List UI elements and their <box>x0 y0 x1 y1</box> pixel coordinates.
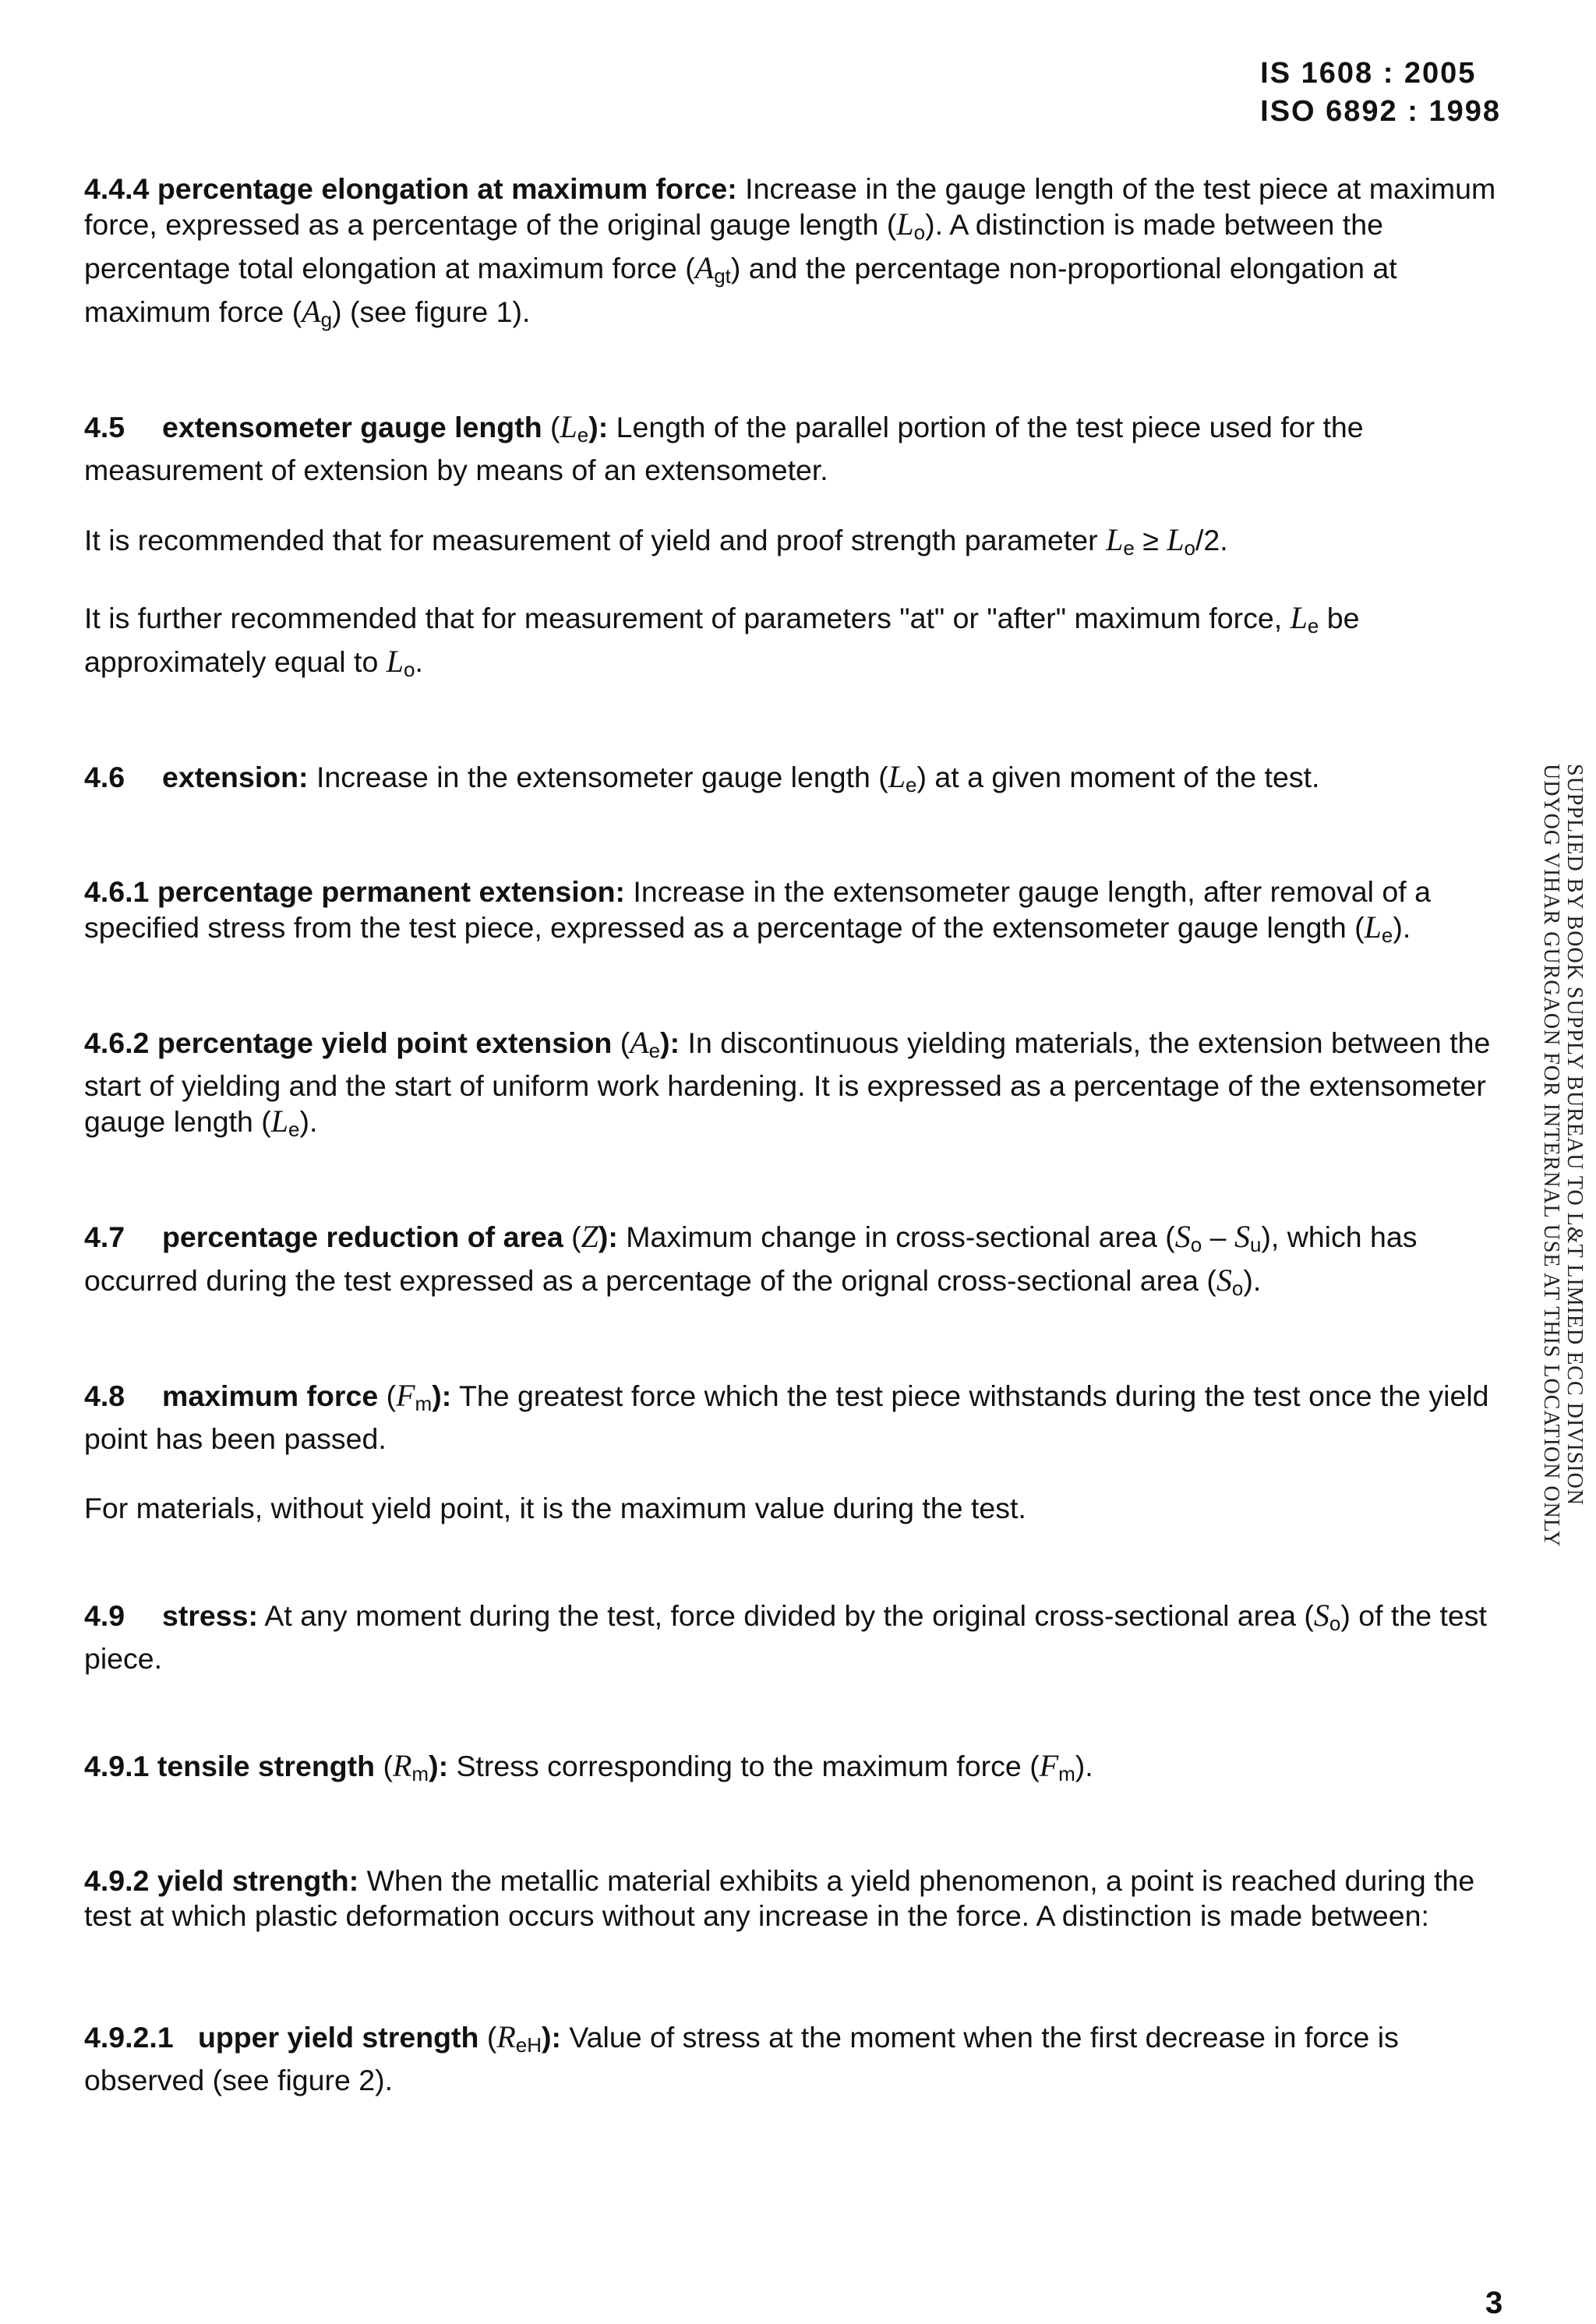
clause-term: stress: <box>162 1599 258 1632</box>
clause-number: 4.9.1 <box>84 1750 150 1782</box>
standard-number-is: IS 1608 : 2005 <box>1260 57 1477 90</box>
clause-text: /2. <box>1195 524 1228 556</box>
symbol-subscript: o <box>1190 1233 1202 1256</box>
document-header <box>1260 55 1501 131</box>
symbol: S <box>1174 1219 1191 1254</box>
symbol: L <box>1290 600 1308 635</box>
symbol: L <box>896 207 914 242</box>
clause-term: percentage yield point extension <box>157 1026 613 1059</box>
clause-number: 4.6.2 <box>84 1026 150 1059</box>
symbol-subscript: u <box>1249 1233 1262 1256</box>
clause-number: 4.9.2 <box>84 1864 150 1897</box>
symbol: S <box>1216 1263 1232 1298</box>
clause-text: Increase in the extensometer gauge length, after removal of a specified stress from the test piece, expressed as a percentage of the extensometer gauge length ( <box>84 875 1431 944</box>
page-number: 3 <box>1485 2286 1503 2320</box>
symbol: R <box>496 2019 516 2054</box>
clause-text: It is recommended that for measurement of yield and proof strength parameter <box>84 524 1107 556</box>
symbol: A <box>694 250 715 285</box>
clause-text: ( <box>542 411 560 443</box>
clause-term-end: ): <box>598 1220 618 1253</box>
symbol-subscript: e <box>906 773 917 796</box>
clause-4-4-4 <box>84 171 1526 337</box>
clause-term: percentage reduction of area <box>162 1220 563 1253</box>
clause-text: ) of the test piece. <box>84 1599 1487 1675</box>
symbol-subscript: e <box>1381 924 1393 947</box>
clause-text: ). <box>1243 1264 1262 1297</box>
clause-text: . <box>415 645 423 678</box>
watermark-line-1: SUPPLIED BY BOOK SUPPLY BUREAU TO L&T LIMIED ECC DIVISION <box>1562 764 1587 1506</box>
clause-4-8 <box>84 1378 1526 1457</box>
clause-text: ) at a given moment of the test. <box>916 761 1320 793</box>
clause-number: 4.7 <box>84 1220 125 1253</box>
symbol: F <box>396 1378 415 1413</box>
clause-term: extensometer gauge length <box>162 411 542 443</box>
clause-text: ). <box>1075 1750 1093 1782</box>
standard-number-iso: ISO 6892 : 1998 <box>1260 95 1501 128</box>
clause-text: Increase in the gauge length of the test piece at maximum force, expressed as a percentage of the original gauge length ( <box>84 172 1496 241</box>
clause-term: percentage permanent extension: <box>157 875 625 908</box>
symbol: L <box>560 409 577 444</box>
symbol: S <box>1234 1219 1250 1254</box>
clause-text: ). A distinction is made between the percentage total elongation at maximum force ( <box>84 208 1383 284</box>
clause-number: 4.8 <box>84 1379 125 1412</box>
symbol: R <box>392 1748 412 1783</box>
symbol: A <box>630 1025 649 1060</box>
clause-term-end: ): <box>542 2021 562 2054</box>
clause-4-5-recommendation-2 <box>84 600 1526 687</box>
symbol: L <box>1167 522 1185 557</box>
clause-4-8-note: For materials, without yield point, it is the maximum value during the test. <box>84 1492 1026 1524</box>
clause-4-9-2 <box>84 1863 1526 1934</box>
symbol-subscript: e <box>1307 614 1319 638</box>
clause-number: 4.5 <box>84 411 125 443</box>
clause-text: ( <box>563 1220 581 1253</box>
clause-text: At any moment during the test, force divided by the original cross-sectional area ( <box>258 1599 1314 1632</box>
clause-text: ) and the percentage non-proportional elongation at maximum force ( <box>84 252 1397 328</box>
clause-text: ) (see figure 1). <box>332 295 531 328</box>
clause-number: 4.6 <box>84 761 125 793</box>
clause-text: Increase in the extensometer gauge length ( <box>308 761 888 793</box>
clause-4-9 <box>84 1598 1526 1676</box>
symbol-subscript: m <box>1058 1762 1075 1785</box>
watermark-line-2: UDYOG VIHAR GURGAON FOR INTERNAL USE AT THIS LOCATION ONLY <box>1539 764 1563 1548</box>
clause-4-6-1 <box>84 874 1526 953</box>
symbol: F <box>1039 1748 1059 1783</box>
symbol-subscript: g <box>320 308 333 331</box>
clause-number: 4.6.1 <box>84 875 150 908</box>
clause-text: When the metallic material exhibits a yield phenomenon, a point is reached during the test at which plastic deformation occurs without any increase in the force. A distinction is made between: <box>84 1864 1475 1932</box>
symbol: A <box>302 294 321 329</box>
clause-4-9-2-1 <box>84 2019 1526 2098</box>
clause-text: ≥ <box>1134 524 1167 556</box>
clause-text: In discontinuous yielding materials, the extension between the start of yielding and the start of uniform work hardening. It is expressed as a percentage of the extensometer gauge length ( <box>84 1026 1491 1138</box>
clause-text: Stress corresponding to the maximum force ( <box>448 1750 1040 1782</box>
clause-text: ( <box>612 1026 630 1059</box>
symbol-subscript: o <box>1184 536 1195 560</box>
clause-number: 4.9 <box>84 1599 125 1632</box>
symbol: Z <box>581 1219 598 1254</box>
clause-text: It is further recommended that for measurement of parameters "at" or "after" maximum force, <box>84 602 1291 634</box>
document-body <box>84 171 1526 2098</box>
clause-term-end: ): <box>588 411 609 443</box>
symbol: L <box>386 644 404 679</box>
clause-text: be approximately equal to <box>84 602 1360 678</box>
clause-4-5 <box>84 409 1526 488</box>
clause-text: Value of stress at the moment when the first decrease in force is observed (see figure 2). <box>84 2021 1399 2096</box>
supply-watermark <box>1539 764 1586 1547</box>
clause-text: ). <box>299 1105 318 1138</box>
clause-number: 4.9.2.1 <box>84 2021 174 2054</box>
symbol: L <box>1364 909 1382 945</box>
symbol-subscript: e <box>1123 536 1135 560</box>
clause-text: The greatest force which the test piece withstands during the test once the yield point has been passed. <box>84 1379 1489 1455</box>
symbol-subscript: o <box>1329 1612 1341 1635</box>
symbol-subscript: e <box>577 423 589 447</box>
symbol-subscript: o <box>1231 1277 1244 1300</box>
clause-4-9-1 <box>84 1748 1526 1792</box>
clause-4-7 <box>84 1219 1526 1306</box>
clause-term: maximum force <box>162 1379 379 1412</box>
clause-4-5-recommendation-1 <box>84 522 1526 566</box>
clause-term-end: ): <box>432 1379 452 1412</box>
symbol: L <box>1106 522 1124 557</box>
clause-number: 4.4.4 <box>84 172 150 205</box>
clause-text: ). <box>1393 911 1411 944</box>
symbol-subscript: eH <box>515 2033 542 2057</box>
clause-term: yield strength: <box>157 1864 359 1897</box>
clause-text: ( <box>375 1750 393 1782</box>
clause-text: ( <box>478 2021 497 2054</box>
clause-text: – <box>1202 1220 1234 1253</box>
clause-text: Maximum change in cross-sectional area ( <box>617 1220 1175 1253</box>
clause-text: Length of the parallel portion of the test piece used for the measurement of extension by means of an extensometer. <box>84 411 1364 486</box>
clause-term: percentage elongation at maximum force: <box>157 172 737 205</box>
symbol: L <box>888 759 906 794</box>
clause-4-6 <box>84 759 1526 803</box>
clause-term-end: ): <box>660 1026 680 1059</box>
symbol-subscript: m <box>411 1762 429 1785</box>
symbol-subscript: o <box>403 658 415 681</box>
symbol-subscript: o <box>913 221 926 244</box>
symbol: S <box>1313 1598 1329 1633</box>
clause-term: extension: <box>162 761 309 793</box>
clause-term: upper yield strength <box>197 2021 479 2054</box>
clause-text: ), which has occurred during the test expressed as a percentage of the orignal cross-sectional area ( <box>84 1220 1418 1297</box>
symbol-subscript: m <box>415 1392 433 1415</box>
symbol-subscript: gt <box>714 264 731 288</box>
symbol-subscript: e <box>288 1118 300 1141</box>
clause-term: tensile strength <box>157 1750 376 1782</box>
symbol-subscript: e <box>648 1039 661 1062</box>
symbol: L <box>270 1104 289 1139</box>
clause-text: ( <box>378 1379 397 1412</box>
clause-term-end: ): <box>429 1750 449 1782</box>
clause-4-6-2 <box>84 1025 1526 1147</box>
